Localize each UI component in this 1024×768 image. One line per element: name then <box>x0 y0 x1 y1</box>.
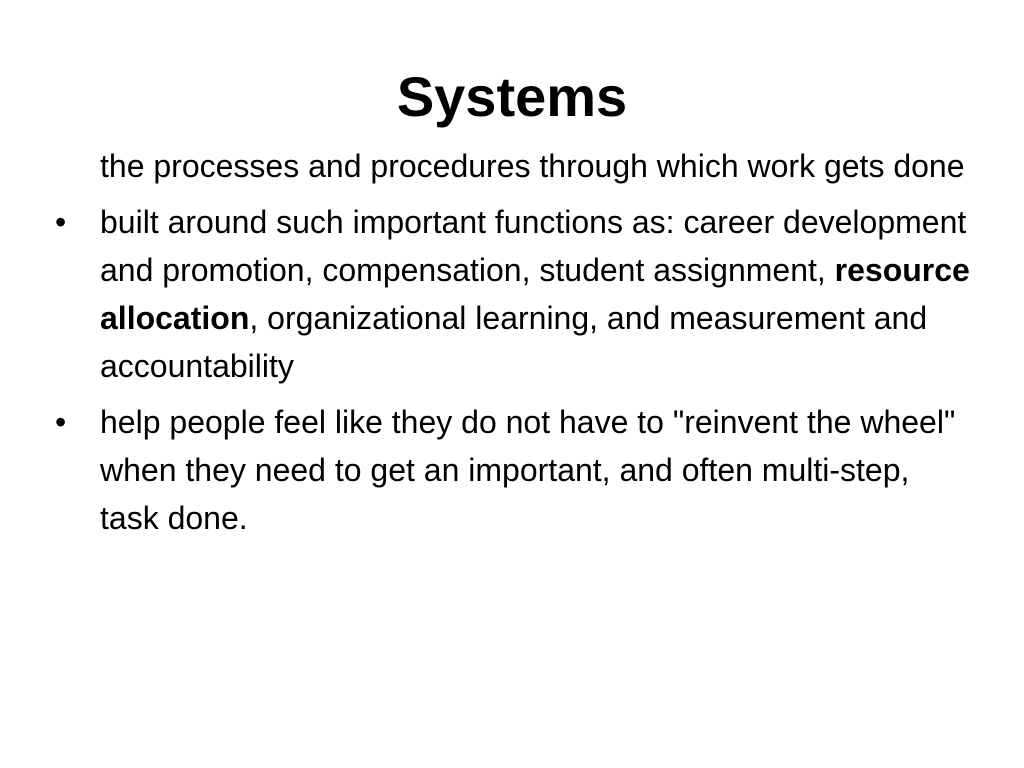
slide-title: Systems <box>396 65 628 128</box>
bullet-text: help people feel like they do not have to "reinvent the wheel" when they need to get an important, and often multi-step, task done. <box>100 404 956 536</box>
intro-paragraph <box>55 142 975 190</box>
bullet-text-after: , organizational learning, and measurement and accountability <box>100 300 928 384</box>
bullet-text-before: built around such important functions as: career development and promotion, compensation, student assignment, <box>100 204 967 288</box>
bullet-item-functions <box>55 198 975 390</box>
bullet-icon: • <box>55 404 67 440</box>
slide-body <box>55 142 975 550</box>
intro-text: the processes and procedures through which work gets done <box>100 148 965 184</box>
bullet-text-bold: resource allocation <box>100 252 970 336</box>
bullet-icon: • <box>55 204 67 240</box>
bullet-item-reinvent <box>55 398 975 542</box>
